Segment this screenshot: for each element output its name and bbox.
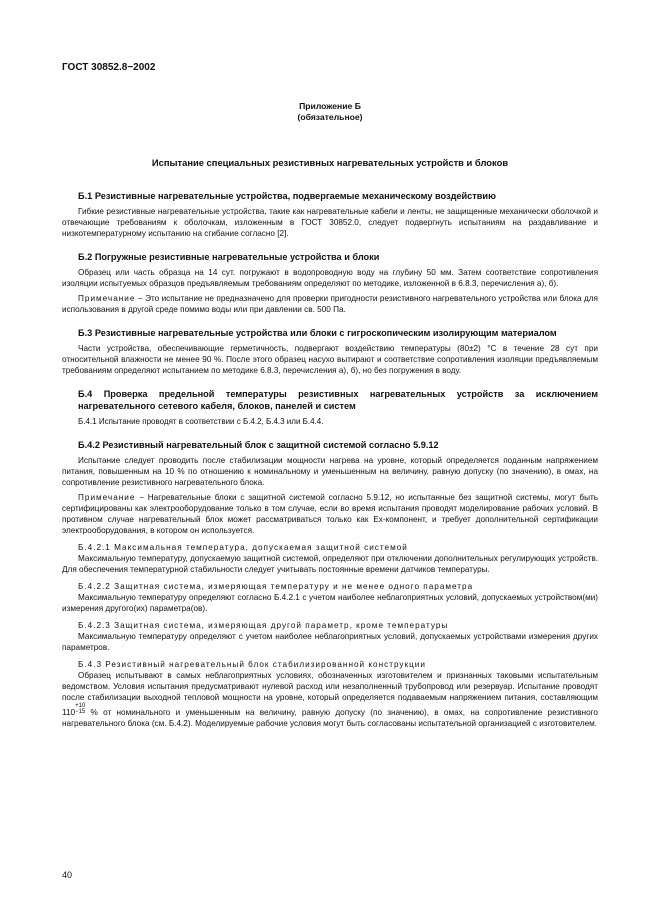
section-b1-paragraph: Гибкие резистивные нагревательные устройства, такие как нагревательные кабели и ленты, не защищенные механически оболочкой и отвечающие требованиям к оболочкам, изложенным в ГОСТ 30852.0, следует подвергнуть испытаниям на раздавливание и низкотемпературному испытанию на сгибание согласно [2]. — [62, 207, 598, 238]
subsection-b43-heading: Б.4.3 Резистивный нагревательный блок стабилизированной конструкции — [78, 660, 426, 669]
b43-text-part1: Образец испытывают в самых неблагоприятных условиях, обозначенных изготовителем и признанных таковыми испытательным ведомством. Условия испытания предусматривают нулевой расход или незаполненный трубопровод или резервуар. Испытание проводят после стабилизации выходной тепловой мощности на уровне, который определяется подаваемым напряжением питания, составляющим 110 — [62, 671, 598, 717]
section-b3-paragraph: Части устройства, обеспечивающие герметичность, подвергают воздействию температуры (80±2) °С в течение 28 сут при относительной влажности не менее 90 %. После этого образец насухо вытирают и соответствие сопротивления изоляции предъявляемым требованиям определяют испытанием по методике 6.8.3, перечисления а), б), но без погружения в воду. — [62, 344, 598, 375]
appendix-title: Испытание специальных резистивных нагревательных устройств и блоков — [151, 157, 509, 168]
section-b2-paragraph: Образец или часть образца на 14 сут. погружают в водопроводную воду на глубину 50 мм. Затем соответствие сопротивления изоляции испытуемых образцов предъявляемым требованиям определяют по методике, изложенной в 6.8.3, перечисления а), б). — [62, 268, 598, 288]
subsection-b423-paragraph: Максимальную температуру определяют с учетом наиболее неблагоприятных условий, допускаемых устройствами измерения других параметров. — [62, 632, 598, 652]
subsection-b421-paragraph: Максимальную температуру, допускаемую защитной системой, определяют при отключении дополнительных регулирующих устройств. Для обеспечения температурной стабильности следует учитывать постоянные времени датчиков температуры. — [62, 554, 598, 574]
appendix-status: (обязательное) — [297, 112, 363, 122]
section-b4-heading: Б.4 Проверка предельной температуры резистивных нагревательных устройств за исключением нагревательного сетевого кабеля, блоков, панелей и систем — [78, 389, 598, 411]
tolerance-upper: +10 — [75, 703, 86, 709]
section-b42-paragraph: Испытание следует проводить после стабилизации мощности нагрева на уровне, который определяется поданным напряжением питания, повышенным на 10 % по отношению к номинальному и уменьшенным на величину, равную допуску (по значению), в омах, на сопротивление резистивного нагревательного блока. — [62, 456, 598, 487]
b43-text-part2: % от номинального и уменьшенным на величину, равную допуску (по значению), в омах, на сопротивление резистивного нагревательного блока (см. Б.4.2). Моделируемые рабочие условия могут быть согласованы испытательной организацией с изготовителем. — [62, 708, 598, 728]
subsection-b423-heading: Б.4.2.3 Защитная система, измеряющая другой параметр, кроме температуры — [78, 621, 449, 630]
section-b3-heading: Б.3 Резистивные нагревательные устройства или блоки с гигроскопическим изолирующим материалом — [78, 328, 557, 338]
subsection-b421-heading: Б.4.2.1 Максимальная температура, допускаемая защитной системой — [78, 543, 408, 552]
note-text: − Это испытание не предназначено для проверки пригодности резистивного нагревательного устройства или блока для использования в другой среде помимо воды или при давлении св. 500 Па. — [62, 294, 598, 314]
page-number: 40 — [62, 870, 73, 880]
note-label: Примечание — [78, 294, 136, 303]
subsection-b422-heading: Б.4.2.2 Защитная система, измеряющая температуру и не менее одного параметра — [78, 582, 474, 591]
document-code: ГОСТ 30852.8−2002 — [62, 62, 156, 73]
subsection-b43-paragraph — [62, 670, 598, 729]
section-b1-heading: Б.1 Резистивные нагревательные устройства, подвергаемые механическому воздействию — [78, 191, 496, 201]
note-text: − Нагревательные блоки с защитной системой согласно 5.9.12, но испытанные без защитной системы, могут быть сертифицированы как электрооборудование только в том случае, если во время испытания проводят моделирование рабочих условий. В противном случае нагревательный блок может рассматриваться только как Ex-компонент, и требует дополнительной сертификации электрооборудования, в котором он используется. — [62, 493, 598, 535]
section-b41-paragraph: Б.4.1 Испытание проводят в соответствии с Б.4.2, Б.4.3 или Б.4.4. — [78, 417, 324, 426]
section-b42-heading: Б.4.2 Резистивный нагревательный блок с защитной системой согласно 5.9.12 — [78, 440, 439, 450]
subsection-b422-paragraph: Максимальную температуру определяют согласно Б.4.2.1 с учетом наиболее неблагоприятных условий, допускаемых устройством(ми) измерения другого(их) параметра(ов). — [62, 593, 598, 613]
section-b42-note — [62, 492, 598, 536]
note-label: Примечание — [78, 493, 136, 502]
appendix-block — [62, 101, 598, 123]
section-b2-note — [62, 293, 598, 315]
tolerance-lower: −15 — [75, 709, 86, 715]
appendix-label: Приложение Б — [299, 101, 361, 111]
tolerance-fraction — [75, 703, 85, 715]
section-b2-heading: Б.2 Погружные резистивные нагревательные устройства и блоки — [78, 252, 380, 262]
